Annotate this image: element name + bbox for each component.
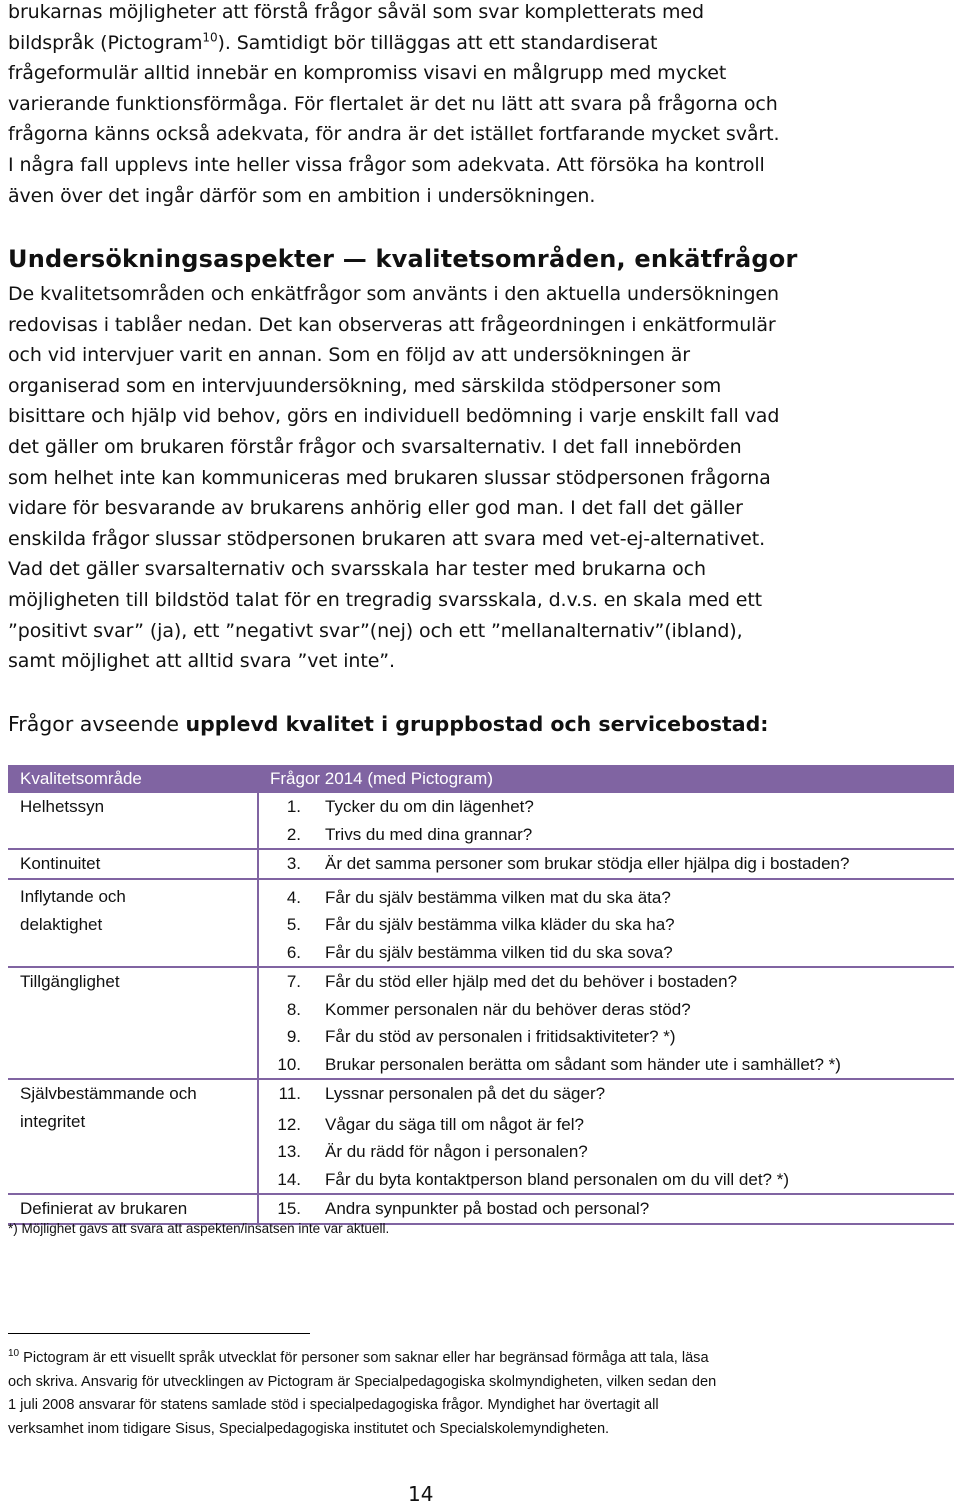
question-number: 12. xyxy=(277,1114,301,1134)
table-row xyxy=(8,1108,954,1139)
text-line: som helhet inte kan kommuniceras med brukaren slussar stödpersonen frågorna xyxy=(8,466,771,489)
footnote-line: verksamhet inom tidigare Sisus, Specialpedagogiska institutet och Specialskolemyndigheten. xyxy=(8,1420,610,1437)
question-number: 9. xyxy=(286,1027,301,1046)
questions-title: Frågor avseende upplevd kvalitet i gruppbostad och servicebostad: xyxy=(8,712,769,736)
text-line: Vad det gäller svarsalternativ och svarsskala har tester med brukarna och xyxy=(8,558,706,581)
table-row xyxy=(8,1051,954,1080)
question-text: Är det samma personer som brukar stödja eller hjälpa dig i bostaden? xyxy=(311,849,954,879)
quality-table xyxy=(8,765,954,1225)
table-row xyxy=(8,939,954,968)
table-row xyxy=(8,821,954,850)
text-line: och vid intervjuer varit en annan. Som en följd av att undersökningen är xyxy=(8,344,690,367)
table-row xyxy=(8,1023,954,1051)
area-cell: Helhetssyn xyxy=(8,793,258,821)
question-number: 8. xyxy=(286,999,301,1019)
text-line: det gäller om brukaren förstår frågor och svarsalternativ. I det fall innebörden xyxy=(8,435,742,458)
text-line: samt möjlighet att alltid svara ”vet inte”. xyxy=(8,650,395,673)
table-row xyxy=(8,911,954,939)
footnote-reference[interactable]: 10 xyxy=(202,30,218,45)
text-line: organiserad som en intervjuundersökning, med särskilda stödpersoner som xyxy=(8,374,722,397)
text-line: frågorna känns också adekvata, för andra är det istället fortfarande mycket svårt. xyxy=(8,123,780,146)
question-number: 1. xyxy=(286,797,301,816)
table-row xyxy=(8,879,954,912)
question-number: 5. xyxy=(286,915,301,934)
question-text: Får du själv bestämma vilken tid du ska sova? xyxy=(311,939,954,968)
text-line: De kvalitetsområden och enkätfrågor som använts i den aktuella undersökningen xyxy=(8,283,779,305)
section-heading: Undersökningsaspekter — kvalitetsområden, enkätfrågor xyxy=(8,245,798,273)
area-cell: Inflytande och xyxy=(8,879,258,912)
area-cell xyxy=(8,1166,258,1195)
text-line: redovisas i tablåer nedan. Det kan observeras att frågeordningen i enkätformulär xyxy=(8,313,776,336)
intro-paragraph xyxy=(8,0,952,211)
footnote-divider xyxy=(8,1333,310,1334)
question-text: Trivs du med dina grannar? xyxy=(311,821,954,850)
table-row xyxy=(8,1079,954,1108)
table-row xyxy=(8,1166,954,1195)
question-number: 14. xyxy=(258,1166,311,1195)
text-line: varierande funktionsförmåga. För flertalet är det nu lätt att svara på frågorna och xyxy=(8,92,778,115)
question-number: 11. xyxy=(278,1084,301,1103)
main-paragraph xyxy=(8,279,952,677)
area-cell xyxy=(8,821,258,850)
table-row xyxy=(8,793,954,821)
question-number: 7. xyxy=(286,972,301,991)
table-row xyxy=(8,1194,954,1224)
table-row xyxy=(8,996,954,1024)
question-number: 3. xyxy=(258,849,311,879)
text-line: vidare för besvarande av brukarens anhörig eller god man. I det fall det gäller xyxy=(8,497,743,520)
question-text: Får du stöd eller hjälp med det du behöver i bostaden? xyxy=(325,972,738,991)
question-text: Får du själv bestämma vilka kläder du ska ha? xyxy=(325,915,675,934)
question-text: Får du själv bestämma vilken mat du ska äta? xyxy=(325,887,671,907)
table-row xyxy=(8,849,954,879)
area-cell xyxy=(8,1138,258,1166)
text-line: ”positivt svar” (ja), ett ”negativt svar”(nej) och ett ”mellanalternativ”(ibland), xyxy=(8,619,743,642)
footnote-line: $^{10}$ Pictogram är ett visuellt språk utvecklat för personer som saknar eller har begränsad förmåga att tala, läsa xyxy=(8,1348,709,1366)
question-text: Andra synpunkter på bostad och personal? xyxy=(311,1194,954,1224)
question-number: 2. xyxy=(258,821,311,850)
question-number: 15. xyxy=(258,1194,311,1224)
area-cell: Tillgänglighet xyxy=(8,967,258,996)
header-questions: Frågor 2014 (med Pictogram) xyxy=(258,765,954,793)
question-text: Tycker du om din lägenhet? xyxy=(325,797,534,816)
area-cell: Kontinuitet xyxy=(8,849,258,879)
footnote-marker: 10 xyxy=(8,1348,20,1360)
table-note: *) Möjlighet gavs att svara att aspekten/insatsen inte var aktuell. xyxy=(8,1221,390,1236)
question-text: Vågar du säga till om något är fel? xyxy=(325,1114,584,1134)
text-line: enskilda frågor slussar stödpersonen brukaren att svara med vet-ej-alternativet. xyxy=(8,527,766,550)
question-text: Kommer personalen när du behöver deras stöd? xyxy=(325,999,691,1019)
header-area: Kvalitetsområde xyxy=(8,765,258,793)
table-header-row xyxy=(8,765,954,793)
text-line: även över det ingår därför som en ambition i undersökningen. xyxy=(8,184,596,207)
text-line: I några fall upplevs inte heller vissa frågor som adekvata. Att försöka ha kontroll xyxy=(8,153,765,176)
table-row xyxy=(8,967,954,996)
page-number: 14 xyxy=(408,1482,434,1506)
footnote-line: och skriva. Ansvarig för utvecklingen av Pictogram är Specialpedagogiska skolmyndigheten, vilken sedan den xyxy=(8,1373,717,1390)
area-cell: Självbestämmande och xyxy=(8,1079,258,1108)
text-line: frågeformulär alltid innebär en kompromiss visavi en målgrupp med mycket xyxy=(8,62,727,85)
question-number: 6. xyxy=(258,939,311,968)
question-text: Får du byta kontaktperson bland personalen om du vill det? *) xyxy=(311,1166,954,1195)
question-number: 13. xyxy=(277,1142,301,1161)
text-line: möjligheten till bildstöd talat för en tregradig svarsskala, d.v.s. en skala med ett xyxy=(8,588,763,611)
question-number: 4. xyxy=(286,887,301,907)
area-cell xyxy=(8,939,258,968)
footnote xyxy=(8,1347,938,1441)
question-text: Lyssnar personalen på det du säger? xyxy=(325,1084,606,1103)
question-text: Brukar personalen berätta om sådant som händer ute i samhället? *) xyxy=(311,1051,954,1080)
area-cell: Definierat av brukaren xyxy=(8,1194,258,1224)
footnote-line: 1 juli 2008 ansvarar för statens samlade stöd i specialpedagogiska frågor. Myndighet har övertagit all xyxy=(8,1397,659,1413)
table-row xyxy=(8,1138,954,1166)
text-line: bildspråk (Pictogram$^{10}$). Samtidigt bör tilläggas att ett standardiserat xyxy=(8,30,658,54)
area-cell xyxy=(8,996,258,1024)
question-text: Är du rädd för någon i personalen? xyxy=(325,1142,588,1161)
area-cell: integritet xyxy=(8,1108,258,1139)
area-cell: delaktighet xyxy=(8,911,258,939)
question-text: Får du stöd av personalen i fritidsaktiviteter? *) xyxy=(325,1027,676,1046)
text-line: bisittare och hjälp vid behov, görs en individuell bedömning i varje enskilt fall vad xyxy=(8,405,780,428)
text-line: brukarnas möjligheter att förstå frågor såväl som svar kompletterats med xyxy=(8,1,704,23)
area-cell xyxy=(8,1051,258,1080)
question-number: 10. xyxy=(258,1051,311,1080)
area-cell xyxy=(8,1023,258,1051)
